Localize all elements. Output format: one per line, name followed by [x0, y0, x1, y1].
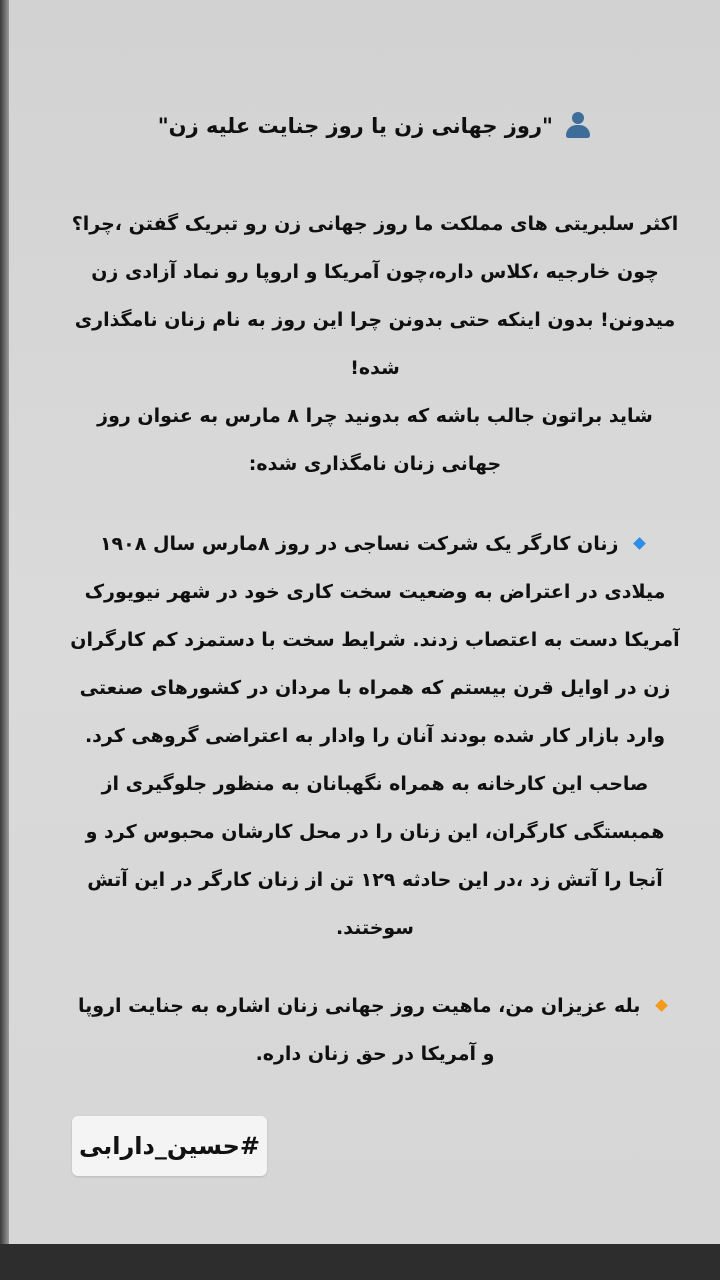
story-bullet-1 [70, 520, 680, 952]
story-card[interactable] [9, 0, 720, 1244]
story-intro: اکثر سلبریتی های مملکت ما روز جهانی زن رو تبریک گفتن ،چرا؟ چون خارجیه ،کلاس داره،چون آمریکا و اروپا رو نماد آزادی زن میدونن! بدون اینکه حتی بدونن چرا این روز به نام زنان نامگذاری شده! [71, 213, 679, 379]
hashtag-text: #حسین_دارابی [78, 1132, 261, 1160]
bust-in-silhouette-icon [564, 111, 592, 139]
story-bullet-2-text: بله عزیزان من، ماهیت روز جهانی زنان اشاره به جنایت اروپا و آمریکا در حق زنان داره. [77, 995, 641, 1065]
story-bullet-1-text: زنان کارگر یک شرکت نساجی در روز ۸مارس سال ۱۹۰۸ میلادی در اعتراض به وضعیت سخت کاری خود در شهر نیویورک آمریکا دست به اعتصاب زدند. شرایط سخت با دستمزد کم کارگران زن در اوایل قرن بیستم که همراه با مردان در کشورهای صنعتی وارد بازار کار شده بودند آنان را وادار به اعتراضی گروهی کرد. صاحب این کارخانه به همراه نگهبانان به منظور جلوگیری از همبستگی کارگران، این زنان را در محل کارشان محبوس کرد و آنجا را آتش زد ،در این حادثه ۱۲۹ تن از زنان کارگر در این آتش سوختند. [70, 533, 680, 939]
story-title-row [70, 106, 680, 146]
story-edge-left [0, 0, 9, 1244]
story-title: "روز جهانی زن یا روز جنایت علیه زن" [157, 114, 553, 138]
story-bottom-bar [0, 1244, 720, 1280]
story-intro-block [70, 200, 680, 488]
hashtag-sticker[interactable] [72, 1116, 267, 1176]
small-blue-diamond-icon [633, 537, 646, 550]
small-orange-diamond-icon [655, 999, 668, 1012]
story-intro-2: شاید براتون جالب باشه که بدونید چرا ۸ مارس به عنوان روز جهانی زنان نامگذاری شده: [97, 405, 653, 475]
story-bullet-2 [70, 982, 680, 1078]
